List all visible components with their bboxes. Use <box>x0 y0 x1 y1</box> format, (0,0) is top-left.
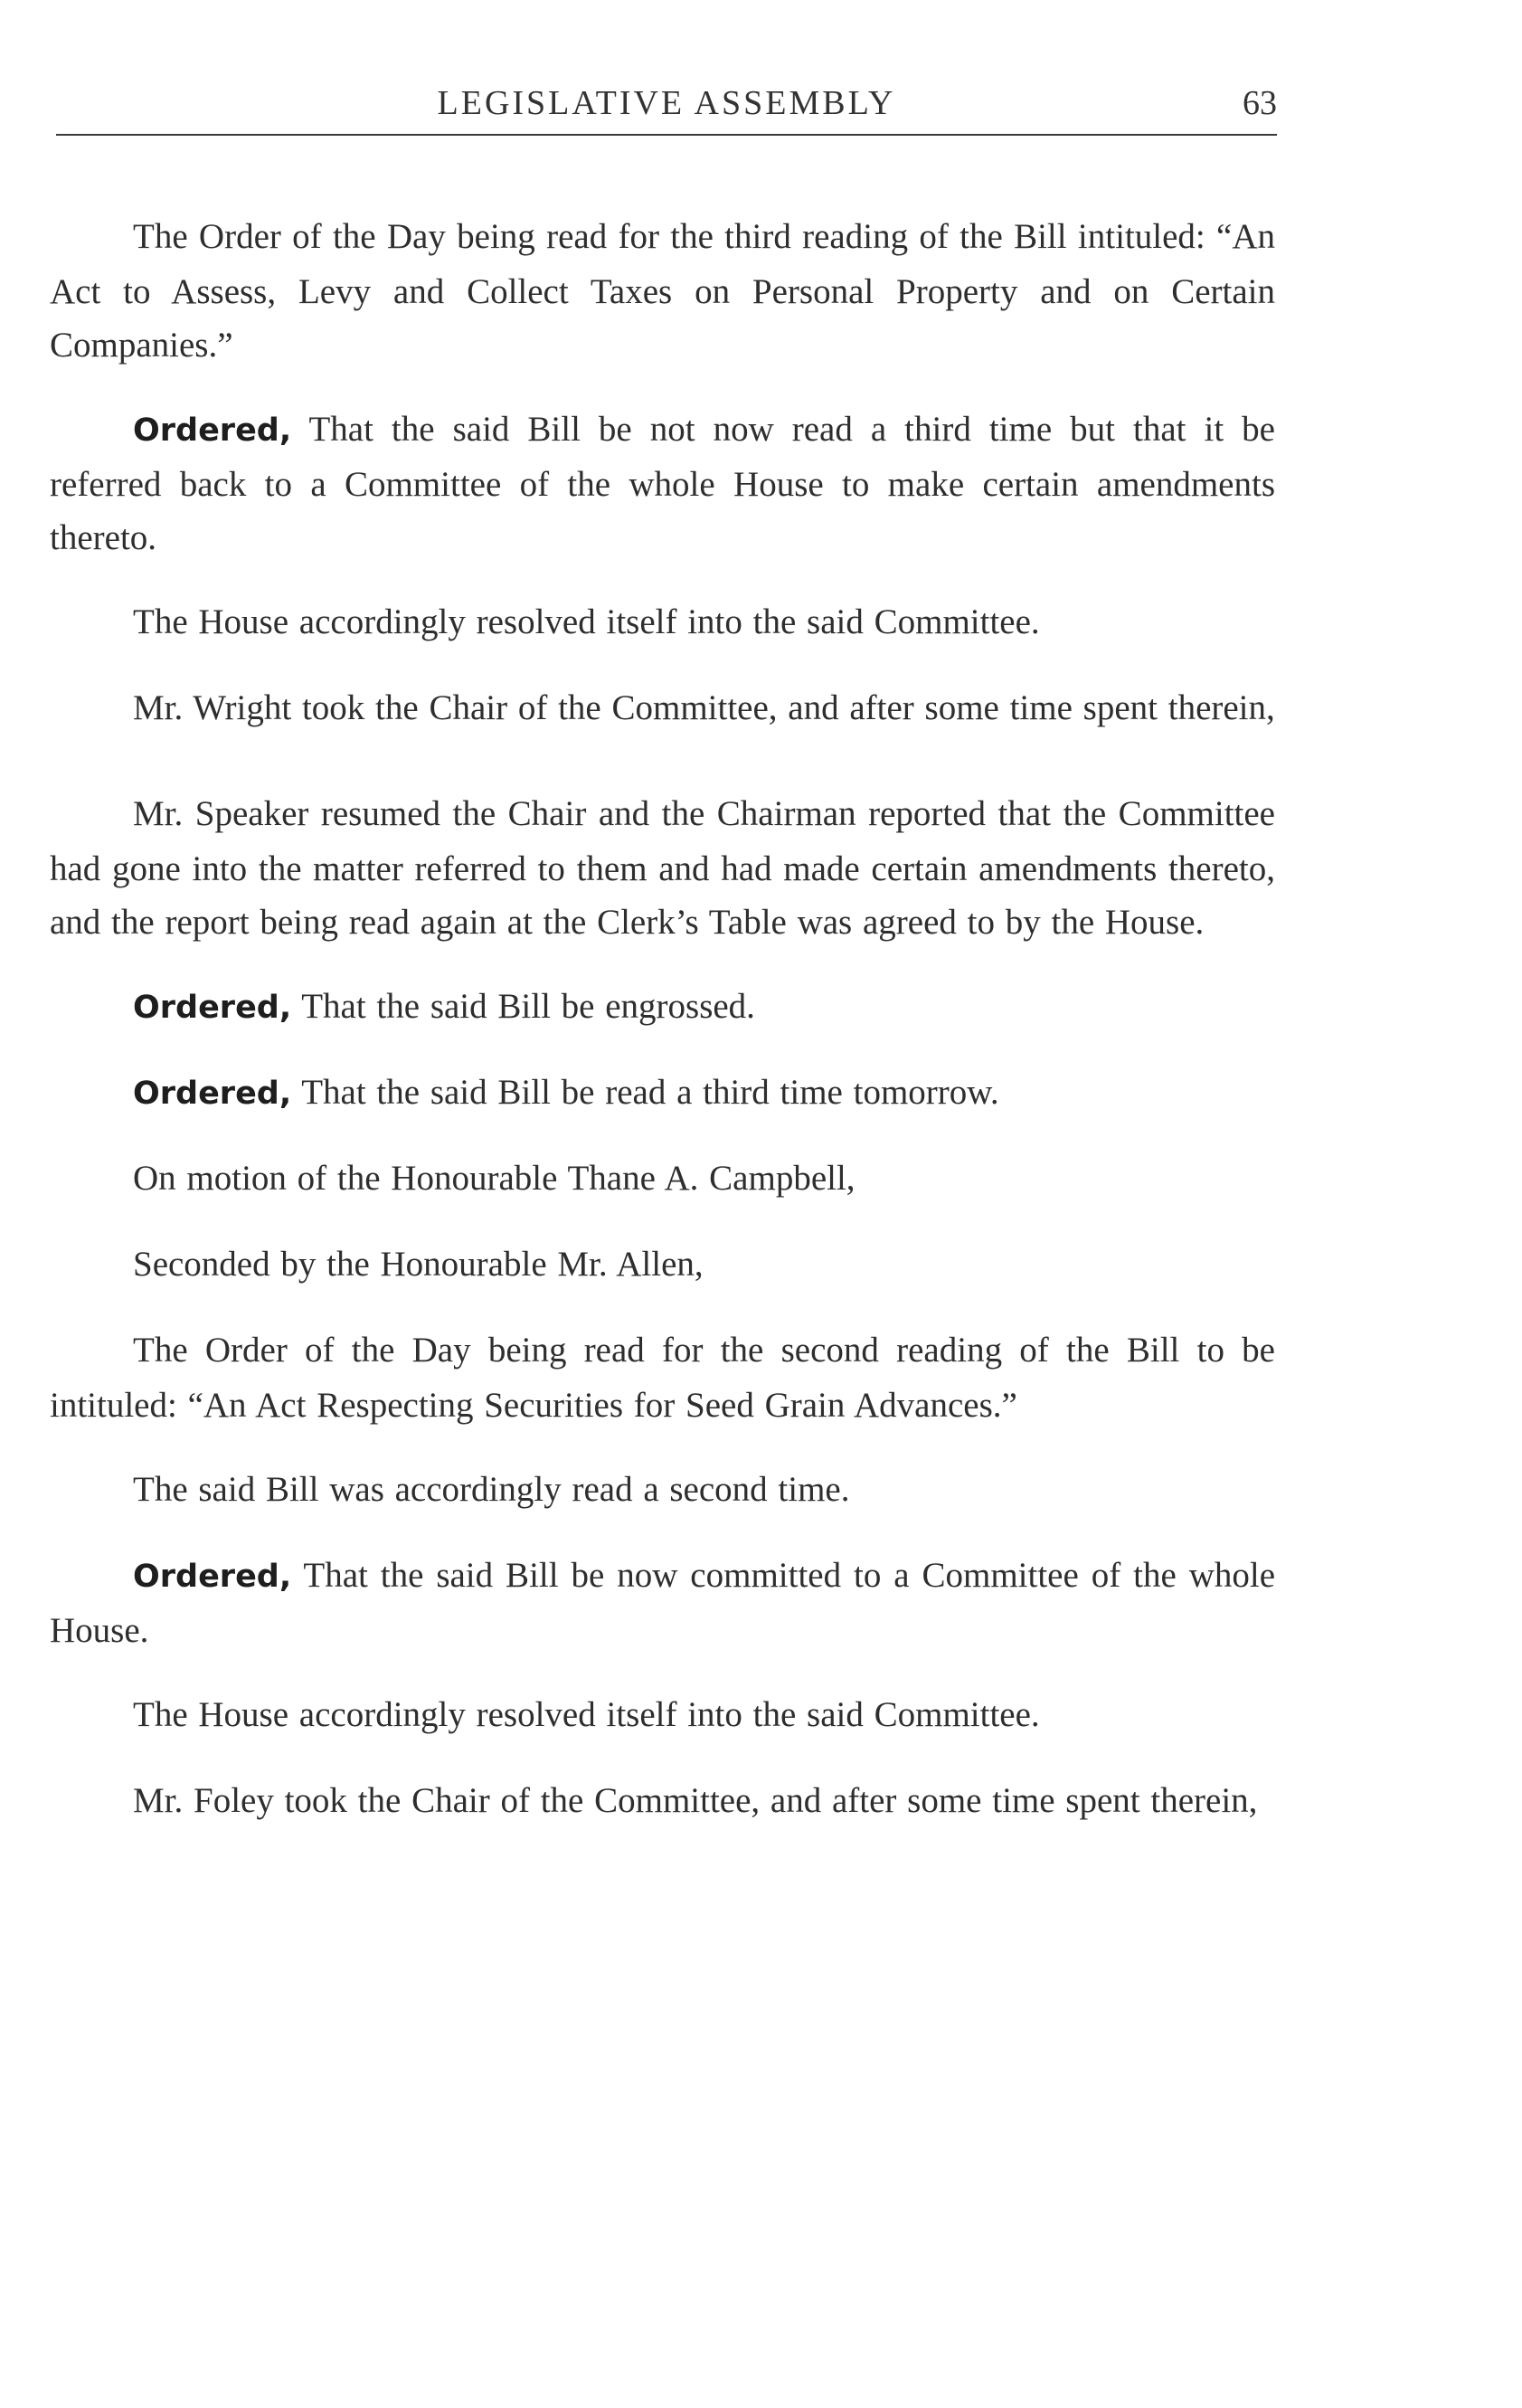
paragraph-9 <box>50 1237 1275 1293</box>
ordered-lead: Ordered, <box>133 1559 292 1595</box>
header-title: LEGISLATIVE ASSEMBLY <box>437 84 896 122</box>
paragraph-text: On motion of the Honourable Thane A. Campbell, <box>133 1159 856 1198</box>
ordered-lead: Ordered, <box>133 412 292 449</box>
paragraph-14 <box>50 1774 1275 1829</box>
paragraph-12 <box>50 1549 1275 1657</box>
paragraph-13 <box>50 1688 1275 1743</box>
paragraph-5 <box>50 787 1275 949</box>
paragraph-text: The said Bill was accordingly read a second time. <box>133 1470 850 1509</box>
paragraph-text: That the said Bill be read a third time tomorrow. <box>291 1073 999 1112</box>
page-number: 63 <box>1243 84 1277 122</box>
paragraph-11 <box>50 1463 1275 1518</box>
paragraph-3 <box>50 595 1275 650</box>
paragraph-4 <box>50 681 1275 736</box>
page-body <box>50 210 1275 1829</box>
paragraph-text: The Order of the Day being read for the second reading of the Bill to be intituled: “An Act Respecting Securities for Seed Grain Advances.” <box>50 1331 1275 1425</box>
paragraph-text: The House accordingly resolved itself into the said Committee. <box>133 1695 1040 1734</box>
paragraph-10 <box>50 1323 1275 1432</box>
paragraph-text: That the said Bill be engrossed. <box>291 987 755 1026</box>
paragraph-text: Seconded by the Honourable Mr. Allen, <box>133 1245 704 1284</box>
paragraph-text: Mr. Speaker resumed the Chair and the Chairman reported that the Committee had gone into the matter referred to them and had made certain amendments thereto, and the report being read again at the Clerk’s Table was agreed to by the House. <box>50 794 1275 942</box>
paragraph-8 <box>50 1152 1275 1207</box>
paragraph-text: Mr. Wright took the Chair of the Committee, and after some time spent therein, <box>133 688 1275 727</box>
paragraph-1 <box>50 210 1275 372</box>
ordered-lead: Ordered, <box>133 990 292 1026</box>
paragraph-7 <box>50 1066 1275 1121</box>
running-header <box>56 80 1277 136</box>
ordered-lead: Ordered, <box>133 1076 292 1112</box>
paragraph-text: The House accordingly resolved itself into the said Committee. <box>133 602 1040 641</box>
paragraph-text: That the said Bill be not now read a third time but that it be referred back to a Committee of the whole House to make certain amendments thereto. <box>50 410 1275 557</box>
paragraph-2 <box>50 403 1275 564</box>
paragraph-6 <box>50 980 1275 1035</box>
paragraph-text: The Order of the Day being read for the third reading of the Bill intituled: “An Act to Assess, Levy and Collect Taxes on Personal Property and on Certain Companies.” <box>50 217 1275 365</box>
paragraph-text: Mr. Foley took the Chair of the Committee, and after some time spent therein, <box>133 1781 1258 1820</box>
paragraph-text: That the said Bill be now committed to a Committee of the whole House. <box>50 1556 1275 1650</box>
